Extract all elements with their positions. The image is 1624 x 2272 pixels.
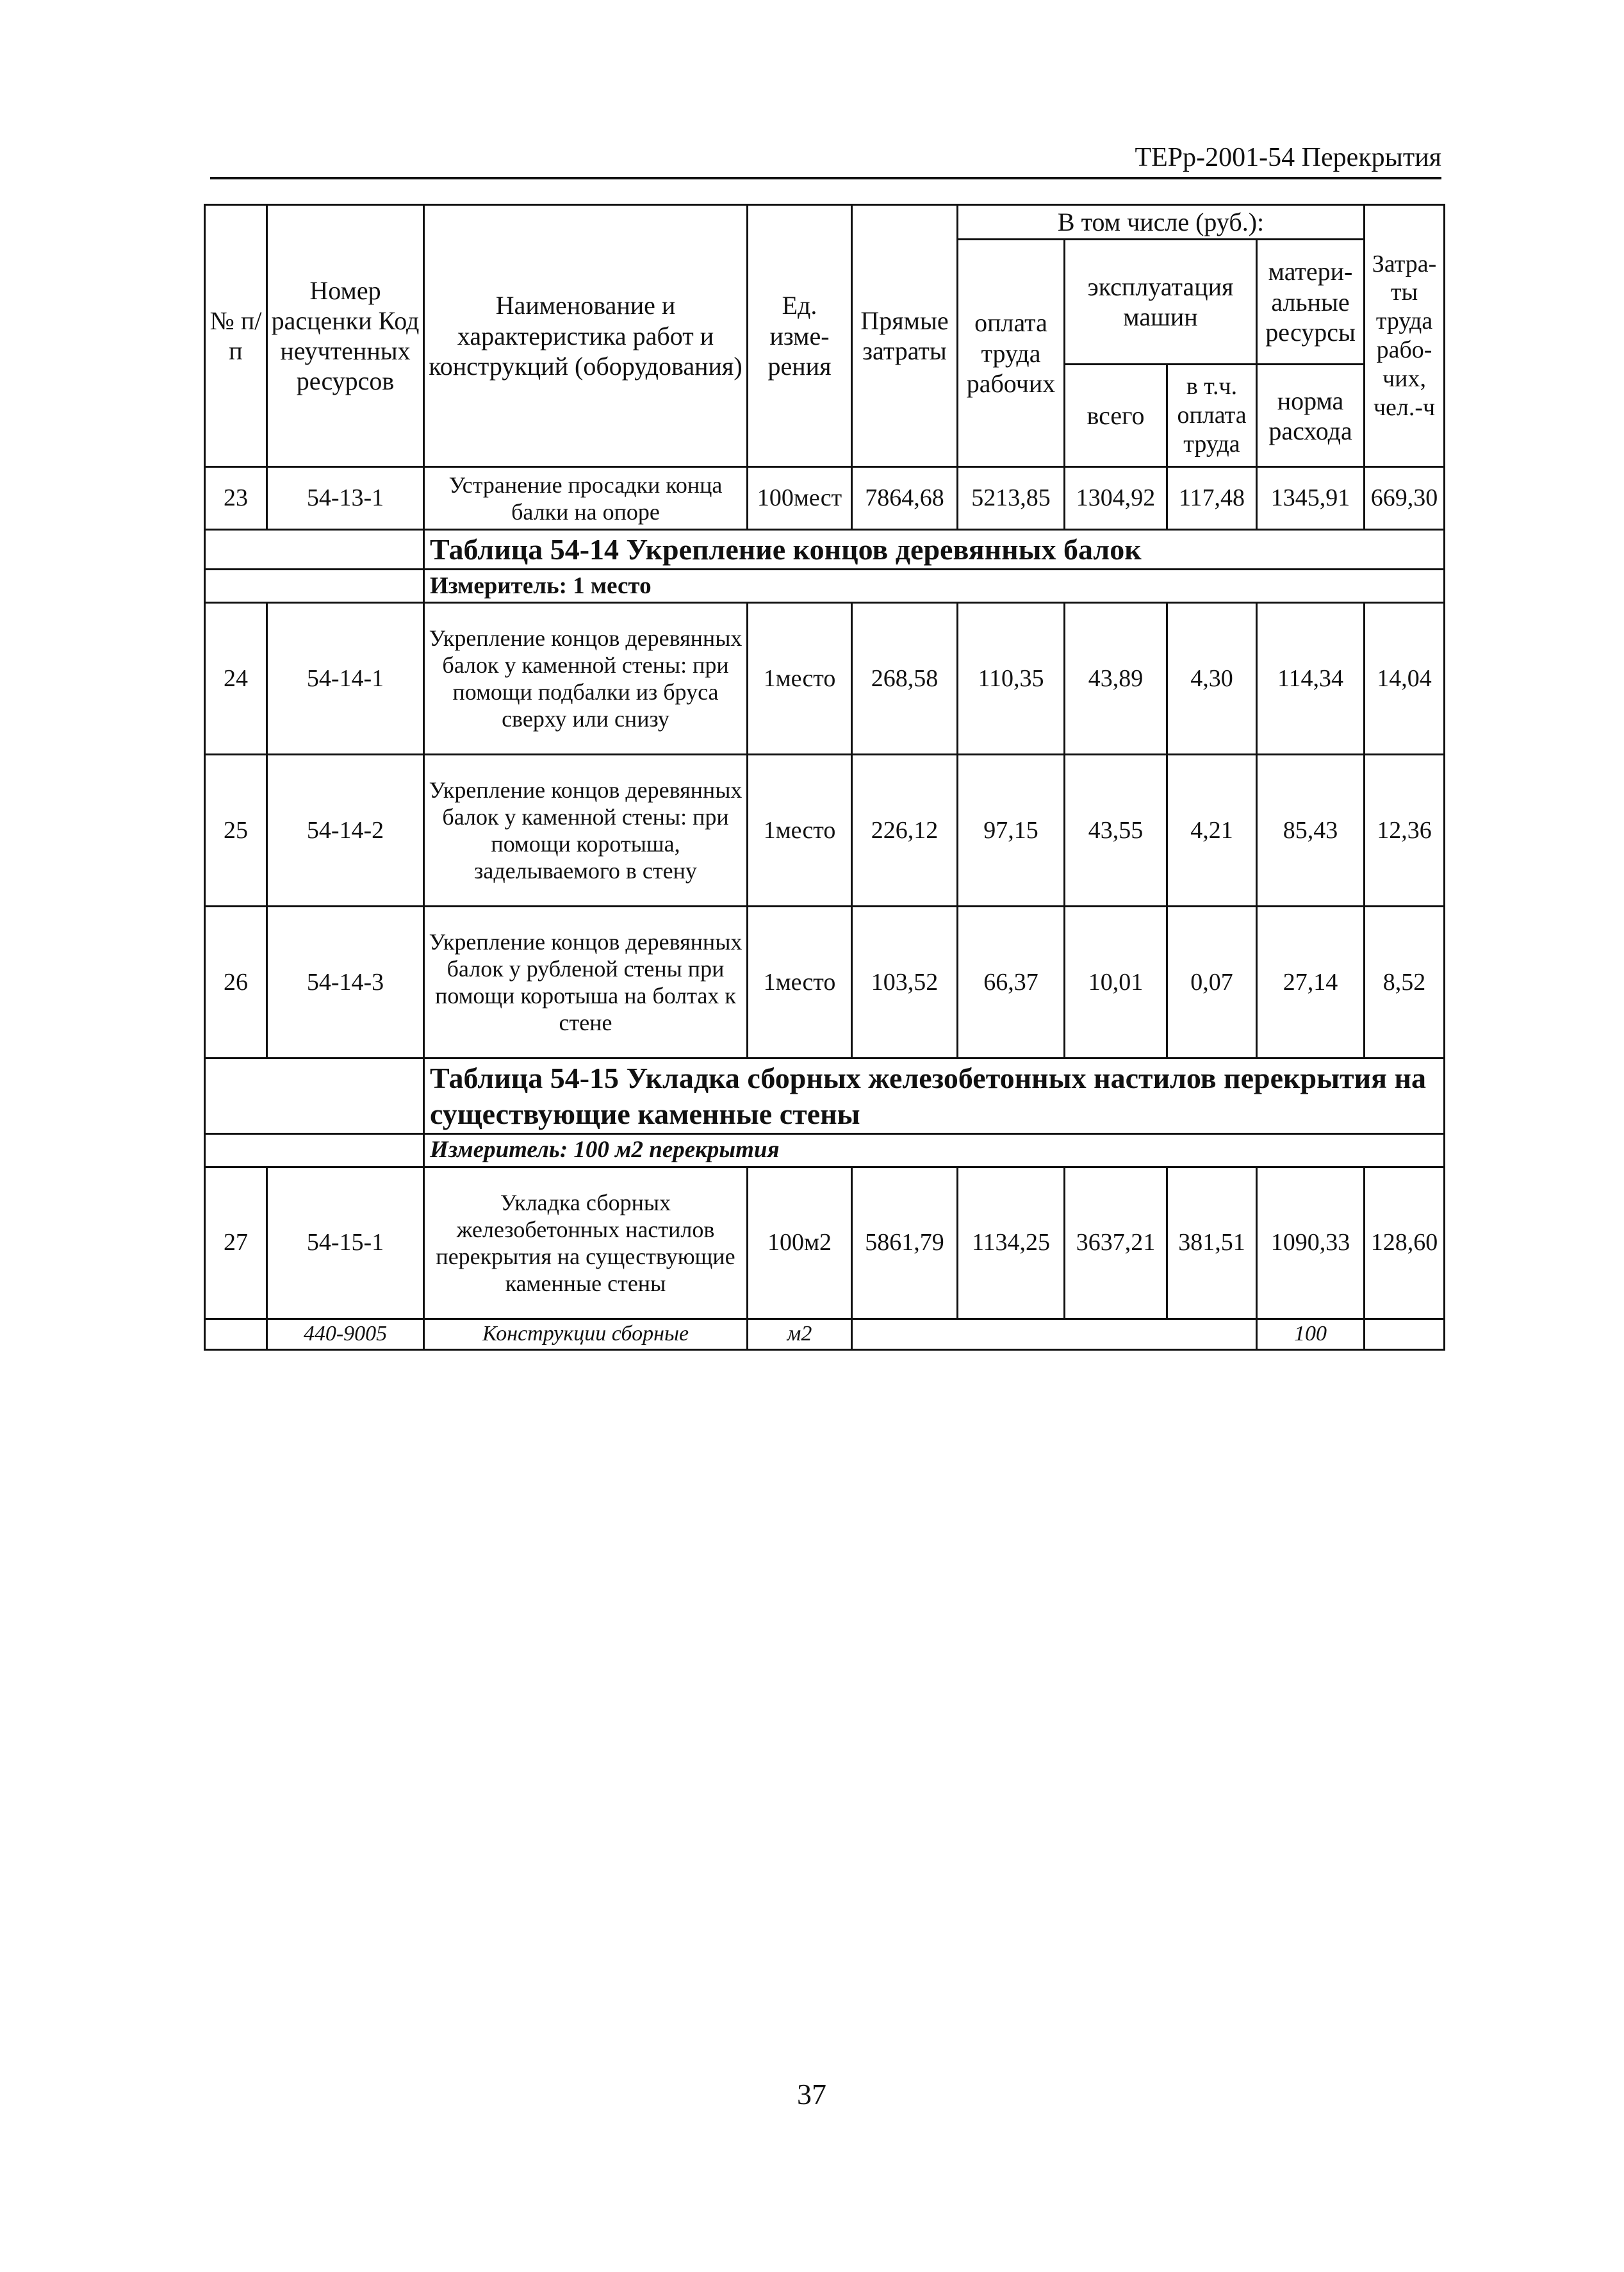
resource-name: Конструкции сборные: [424, 1319, 748, 1349]
row-wage: 1134,25: [958, 1167, 1065, 1319]
row-wage: 97,15: [958, 755, 1065, 907]
row-name: Укрепление концов деревянных балок у рубленой стены при помощи коротыша на болтах к стене: [424, 907, 748, 1058]
row-machines: 43,55: [1065, 755, 1167, 907]
table-row: [205, 907, 1445, 1058]
row-labor: 8,52: [1365, 907, 1445, 1058]
row-machines: 3637,21: [1065, 1167, 1167, 1319]
row-machines: 1304,92: [1065, 467, 1167, 530]
row-name: Укрепление концов деревянных балок у каменной стены: при помощи подбалки из бруса сверху или снизу: [424, 603, 748, 755]
row-wage: 5213,85: [958, 467, 1065, 530]
page-number: 37: [797, 2078, 826, 2111]
header-direct-costs: Прямые затраты: [852, 205, 958, 467]
row-unit: 1место: [748, 907, 852, 1058]
row-wage: 66,37: [958, 907, 1065, 1058]
row-direct: 5861,79: [852, 1167, 958, 1319]
row-unit: 100мест: [748, 467, 852, 530]
header-including: В том числе (руб.):: [958, 205, 1365, 240]
resource-code: 440-9005: [267, 1319, 424, 1349]
row-direct: 103,52: [852, 907, 958, 1058]
table-14-title: Таблица 54-14 Укрепление концов деревянных балок: [424, 530, 1445, 570]
row-materials: 85,43: [1257, 755, 1365, 907]
row-machines-wage: 4,30: [1167, 603, 1257, 755]
header-machines-wage: в т.ч. оплата труда: [1167, 365, 1257, 467]
row-no: 23: [205, 467, 267, 530]
row-unit: 1место: [748, 755, 852, 907]
header-name: Наименование и характеристика работ и конструкций (оборудования): [424, 205, 748, 467]
row-labor: 128,60: [1365, 1167, 1445, 1319]
row-materials: 27,14: [1257, 907, 1365, 1058]
row-unit: 1место: [748, 603, 852, 755]
table-15-title: Таблица 54-15 Укладка сборных железобетонных настилов перекрытия на существующие каменные стены: [424, 1058, 1445, 1133]
row-name: Устранение просадки конца балки на опоре: [424, 467, 748, 530]
running-head: ТЕРр-2001-54 Перекрытия: [1135, 143, 1441, 172]
row-wage: 110,35: [958, 603, 1065, 755]
table-row: [205, 467, 1445, 530]
table-row: [205, 1167, 1445, 1319]
row-no: 24: [205, 603, 267, 755]
row-direct: 226,12: [852, 755, 958, 907]
row-machines-wage: 381,51: [1167, 1167, 1257, 1319]
row-machines: 10,01: [1065, 907, 1167, 1058]
meter-row: [205, 570, 1445, 603]
header-wage: оплата труда рабочих: [958, 240, 1065, 467]
row-code: 54-14-3: [267, 907, 424, 1058]
row-name: Укладка сборных железобетонных настилов перекрытия на существующие каменные стены: [424, 1167, 748, 1319]
row-no: 26: [205, 907, 267, 1058]
row-machines-wage: 0,07: [1167, 907, 1257, 1058]
row-code: 54-13-1: [267, 467, 424, 530]
header-materials: матери-альные ресурсы: [1257, 240, 1365, 365]
table-14-meter: Измеритель: 1 место: [424, 570, 1445, 603]
resource-norm: 100: [1257, 1319, 1365, 1349]
row-direct: 268,58: [852, 603, 958, 755]
header-no: № п/п: [205, 205, 267, 467]
table-row: [205, 755, 1445, 907]
header-norm: норма расхода: [1257, 365, 1365, 467]
header-code: Номер расценки Код неучтенных ресурсов: [267, 205, 424, 467]
row-no: 27: [205, 1167, 267, 1319]
row-unit: 100м2: [748, 1167, 852, 1319]
header-row-1: [205, 205, 1445, 240]
header-rule: [210, 177, 1441, 179]
section-title-row: [205, 1058, 1445, 1133]
resource-unit: м2: [748, 1319, 852, 1349]
resource-row: [205, 1319, 1445, 1349]
row-name: Укрепление концов деревянных балок у каменной стены: при помощи коротыша, заделываемого в стену: [424, 755, 748, 907]
row-machines-wage: 4,21: [1167, 755, 1257, 907]
table-15-meter: Измеритель: 100 м2 перекрытия: [424, 1133, 1445, 1167]
row-machines-wage: 117,48: [1167, 467, 1257, 530]
row-materials: 114,34: [1257, 603, 1365, 755]
header-machines-total: всего: [1065, 365, 1167, 467]
row-code: 54-14-1: [267, 603, 424, 755]
table-row: [205, 603, 1445, 755]
row-machines: 43,89: [1065, 603, 1167, 755]
row-labor: 14,04: [1365, 603, 1445, 755]
meter-row: [205, 1133, 1445, 1167]
row-materials: 1345,91: [1257, 467, 1365, 530]
header-machines: эксплуатация машин: [1065, 240, 1257, 365]
section-title-row: [205, 530, 1445, 570]
row-code: 54-15-1: [267, 1167, 424, 1319]
row-materials: 1090,33: [1257, 1167, 1365, 1319]
row-labor: 669,30: [1365, 467, 1445, 530]
row-labor: 12,36: [1365, 755, 1445, 907]
row-no: 25: [205, 755, 267, 907]
rates-table: [204, 204, 1445, 1351]
header-unit: Ед. изме-рения: [748, 205, 852, 467]
header-labor: Затра-ты труда рабо-чих, чел.-ч: [1365, 205, 1445, 467]
row-direct: 7864,68: [852, 467, 958, 530]
row-code: 54-14-2: [267, 755, 424, 907]
